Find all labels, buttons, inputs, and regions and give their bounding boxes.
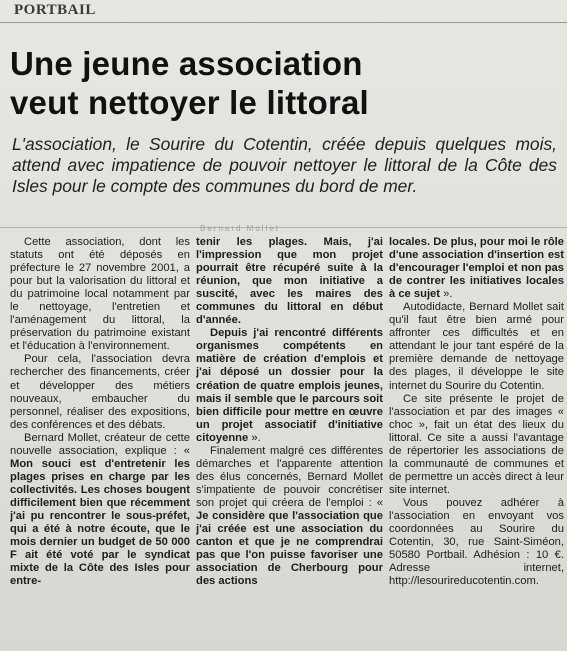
section-header [0, 0, 567, 23]
column-2-paragraph-3 [196, 445, 383, 589]
column-2-quote: Je considère que l'association que j'ai créée est une association du canton et que je ne comprendrai pas que l'on puisse favoriser une association de Cherbourg pour des actions [196, 509, 383, 588]
column-3-paragraph-1 [389, 236, 564, 301]
column-top-rule [0, 227, 567, 228]
column-2-paragraph-3-intro: Finalement malgré ces différentes démarches et l'apparente attention des élus concernés, Bernard Mollet s'impatiente de pouvoir concrétiser son projet qui créera de l'emploi : « [196, 444, 383, 509]
column-1-quote: Mon souci est d'entretenir les plages prises en charge par les collectivités. Les choses bougent difficilement bien que récemment j'ai pu rencontrer le sous-préfet, qui a été à notre écoute, que le mois dernier un budget de 50 000 F ait été voté par le syndicat mixte de la Côte des Isles pour entre- [10, 457, 190, 588]
column-3-paragraph-2: Autodidacte, Bernard Mollet sait qu'il faut être bien armé pour affronter ces difficultés et en attendant le jour tant espéré de la première demande de nettoyage des plages, il développe le site internet du Sourire du Cotentin. [389, 301, 564, 392]
column-1-paragraph-3-intro: Bernard Mollet, créateur de cette nouvelle association, explique : « [10, 431, 190, 457]
column-3-paragraph-3: Ce site présente le projet de l'association et par des images « choc », fait un état des lieux du littoral. Ce site a aussi l'avantage de répertorier les associations de la communauté de communes et de permettre un accès direct à leur site internet. [389, 392, 564, 496]
column-3-paragraph-4: Vous pouvez adhérer à l'association en envoyant vos coordonnées au Sourire du Cotentin, 30, rue Saint-Siméon, 50580 Portbail. Adhésion : 10 €. Adresse internet, http://lesourireducotentin.com. [389, 496, 564, 588]
lede-paragraph: L'association, le Sourire du Cotentin, créée depuis quelques mois, attend avec impatience de pouvoir nettoyer le littoral de la Côte des Isles pour le compte des communes du bord de mer. [12, 134, 557, 196]
headline-line-2: veut nettoyer le littoral [10, 84, 369, 121]
byline-fragment: Bernard Mollet [200, 224, 281, 233]
column-2-quote-continued: tenir les plages. Mais, j'ai l'impression que mon projet pourrait être récupéré suite à la réunion, que mon initiative a suscité, avec les maires des communes du littoral en début d'année. [196, 236, 383, 327]
article-column-3 [389, 236, 564, 646]
column-1-paragraph-2: Pour cela, l'association devra rechercher des financements, créer et développer des métiers nouveaux, embaucher du personnel, réaliser des expositions, des conférences et des débats. [10, 353, 190, 431]
column-2-paragraph-2 [196, 327, 383, 444]
section-label: PORTBAIL [14, 2, 96, 18]
column-3-quote-end: ». [440, 288, 453, 301]
article-column-2 [196, 236, 383, 646]
article-column-1 [10, 236, 190, 646]
column-3-quote-continued: locales. De plus, pour moi le rôle d'une association d'insertion est d'encourager l'emploi et non pas de contrer les initiatives locales à ce sujet [389, 236, 564, 301]
headline [10, 44, 560, 122]
column-1-paragraph-1: Cette association, dont les statuts ont été déposés en préfecture le 27 novembre 2001, a pour but la valorisation du littoral et du patrimoine local notamment par le nettoyage, l'entretien et l'aménagement du littoral, la préservation du patrimoine existant et l'éducation à l'environnement. [10, 236, 190, 353]
column-2-paragraph-2-end: ». [248, 431, 261, 444]
column-2-paragraph-2-quote: Depuis j'ai rencontré différents organismes compétents en matière de création d'emplois et j'ai déposé un dossier pour la création de quatre emplois jeunes, mais il semble que le parcours soit bien difficile pour mettre en œuvre un projet associatif d'initiative citoyenne [196, 327, 383, 444]
headline-line-1: Une jeune association [10, 45, 363, 82]
column-1-paragraph-3 [10, 432, 190, 589]
